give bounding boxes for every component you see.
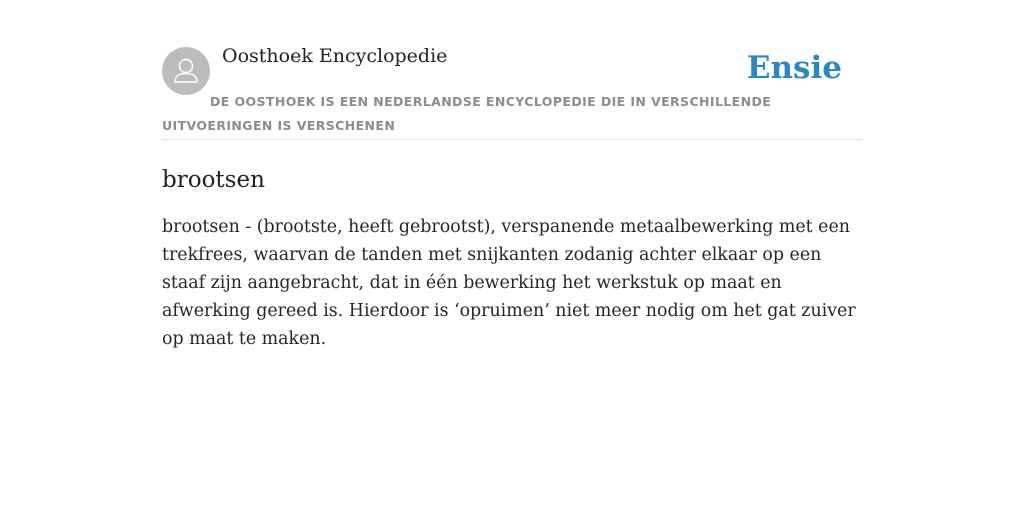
main-content xyxy=(162,44,862,353)
entry-header xyxy=(162,44,862,140)
user-silhouette-icon xyxy=(162,47,210,95)
source-avatar[interactable] xyxy=(162,47,210,95)
brand-logo[interactable]: Ensie xyxy=(746,50,842,86)
source-name[interactable]: Oosthoek Encyclopedie xyxy=(222,45,448,67)
entry-definition: brootsen - (brootste, heeft gebrootst), verspanende metaalbewerking met een trekfrees, waarvan de tanden met snijkanten zodanig achter elkaar op een staaf zijn aangebracht, dat in één bewerking het werkstuk op maat en afwerking gereed is. Hierdoor is ‘opruimen’ niet meer nodig om het gat zuiver op maat te maken. xyxy=(162,217,856,349)
source-tagline: DE OOSTHOEK IS EEN NEDERLANDSE ENCYCLOPEDIE DIE IN VERSCHILLENDE UITVOERINGEN IS VERSCHENEN xyxy=(162,94,772,133)
entry-title: brootsen xyxy=(162,167,265,193)
